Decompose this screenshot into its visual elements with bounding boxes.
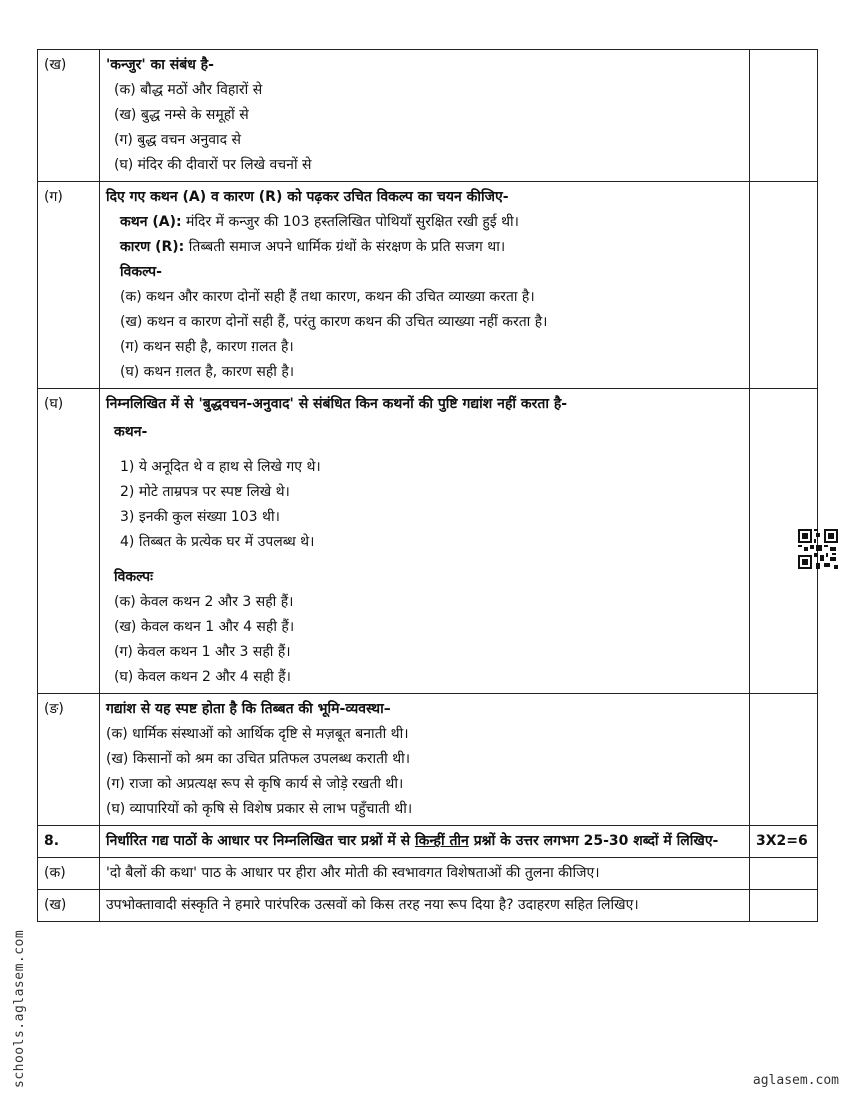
option-ga: (ग) कथन सही है, कारण ग़लत है। xyxy=(120,339,294,355)
option-kh: (ख) केवल कथन 1 और 4 सही हैं। xyxy=(114,619,295,635)
option-ka: (क) धार्मिक संस्थाओं को आर्थिक दृष्टि से मज़बूत बनाती थी। xyxy=(106,726,409,742)
option-ka: (क) बौद्ध मठों और विहारों से xyxy=(114,82,263,98)
marks-cell xyxy=(750,50,818,182)
statement-1: 1) ये अनूदित थे व हाथ से लिखे गए थे। xyxy=(120,459,321,475)
question-body xyxy=(100,50,750,182)
assertion xyxy=(106,210,743,235)
reason-label: कारण (R): xyxy=(120,239,185,255)
question-number: (ङ) xyxy=(38,694,100,826)
option-gha: (घ) केवल कथन 2 और 4 सही हैं। xyxy=(114,669,291,685)
question-row-8-kh xyxy=(38,890,818,922)
qr-code-icon xyxy=(798,529,838,569)
question-text: दिए गए कथन (A) व कारण (R) को पढ़कर उचित विकल्प का चयन कीजिए- xyxy=(106,189,509,205)
reason-text: तिब्बती समाज अपने धार्मिक ग्रंथों के संरक्षण के प्रति सजग था। xyxy=(184,239,506,255)
option-ka: (क) केवल कथन 2 और 3 सही हैं। xyxy=(114,594,294,610)
marks-cell xyxy=(750,858,818,890)
question-text-part2: प्रश्नों के उत्तर लगभग 25-30 शब्दों में लिखिए- xyxy=(468,833,719,849)
option-ga: (ग) बुद्ध वचन अनुवाद से xyxy=(114,132,242,148)
question-body xyxy=(100,182,750,389)
reason xyxy=(106,235,743,260)
statement-2: 2) मोटे ताम्रपत्र पर स्पष्ट लिखे थे। xyxy=(120,484,290,500)
question-body xyxy=(100,389,750,694)
option-kh: (ख) कथन व कारण दोनों सही हैं, परंतु कारण कथन की उचित व्याख्या नहीं करता है। xyxy=(120,314,548,330)
option-gha: (घ) कथन ग़लत है, कारण सही है। xyxy=(120,364,295,380)
question-row-nga xyxy=(38,694,818,826)
marks-cell xyxy=(750,182,818,389)
side-watermark: schools.aglasem.com xyxy=(12,929,27,1088)
assertion-label: कथन (A): xyxy=(120,214,182,230)
marks-value: 3X2=6 xyxy=(750,826,818,858)
option-ka: (क) कथन और कारण दोनों सही हैं तथा कारण, कथन की उचित व्याख्या करता है। xyxy=(120,289,535,305)
question-text: 'दो बैलों की कथा' पाठ के आधार पर हीरा और मोती की स्वभावगत विशेषताओं की तुलना कीजिए। xyxy=(100,858,750,890)
option-ga: (ग) केवल कथन 1 और 3 सही हैं। xyxy=(114,644,291,660)
option-kh: (ख) बुद्ध नम्से के समूहों से xyxy=(114,107,249,123)
assertion-text: मंदिर में कन्जुर की 103 हस्तलिखित पोथियाँ सुरक्षित रखी हुई थी। xyxy=(181,214,519,230)
question-row-kh xyxy=(38,50,818,182)
question-table xyxy=(37,49,818,922)
option-ga: (ग) राजा को अप्रत्यक्ष रूप से कृषि कार्य से जोड़े रखती थी। xyxy=(106,776,404,792)
option-gha: (घ) मंदिर की दीवारों पर लिखे वचनों से xyxy=(114,157,312,173)
options-heading: विकल्प- xyxy=(120,264,162,280)
question-number: (घ) xyxy=(38,389,100,694)
question-number: (ख) xyxy=(38,50,100,182)
question-number: (ख) xyxy=(38,890,100,922)
question-text: निम्नलिखित में से 'बुद्धवचन-अनुवाद' से संबंधित किन कथनों की पुष्टि गद्यांश नहीं करता है- xyxy=(106,396,568,412)
question-text: उपभोक्तावादी संस्कृति ने हमारे पारंपरिक उत्सवों को किस तरह नया रूप दिया है? उदाहरण सहित लिखिए। xyxy=(100,890,750,922)
question-row-gha xyxy=(38,389,818,694)
question-text: गद्यांश से यह स्पष्ट होता है कि तिब्बत की भूमि-व्यवस्था– xyxy=(106,701,391,717)
question-body xyxy=(100,694,750,826)
question-row-ga xyxy=(38,182,818,389)
marks-cell xyxy=(750,694,818,826)
question-number: (ग) xyxy=(38,182,100,389)
question-text-underlined: किन्हीं तीन xyxy=(414,833,469,849)
question-text: 'कन्जुर' का संबंध है- xyxy=(106,57,214,73)
question-text xyxy=(100,826,750,858)
footer-watermark: aglasem.com xyxy=(752,1073,839,1088)
options-heading: विकल्पः xyxy=(114,569,153,585)
question-number: 8. xyxy=(38,826,100,858)
question-row-8 xyxy=(38,826,818,858)
option-kh: (ख) किसानों को श्रम का उचित प्रतिफल उपलब्ध कराती थी। xyxy=(106,751,411,767)
statement-4: 4) तिब्बत के प्रत्येक घर में उपलब्ध थे। xyxy=(120,534,315,550)
statements-heading: कथन- xyxy=(114,424,148,440)
option-gha: (घ) व्यापारियों को कृषि से विशेष प्रकार से लाभ पहुँचाती थी। xyxy=(106,801,413,817)
question-text-part1: निर्धारित गद्य पाठों के आधार पर निम्नलिखित चार प्रश्नों में से xyxy=(106,833,415,849)
statement-3: 3) इनकी कुल संख्या 103 थी। xyxy=(120,509,280,525)
marks-cell xyxy=(750,890,818,922)
question-row-8-ka xyxy=(38,858,818,890)
question-number: (क) xyxy=(38,858,100,890)
